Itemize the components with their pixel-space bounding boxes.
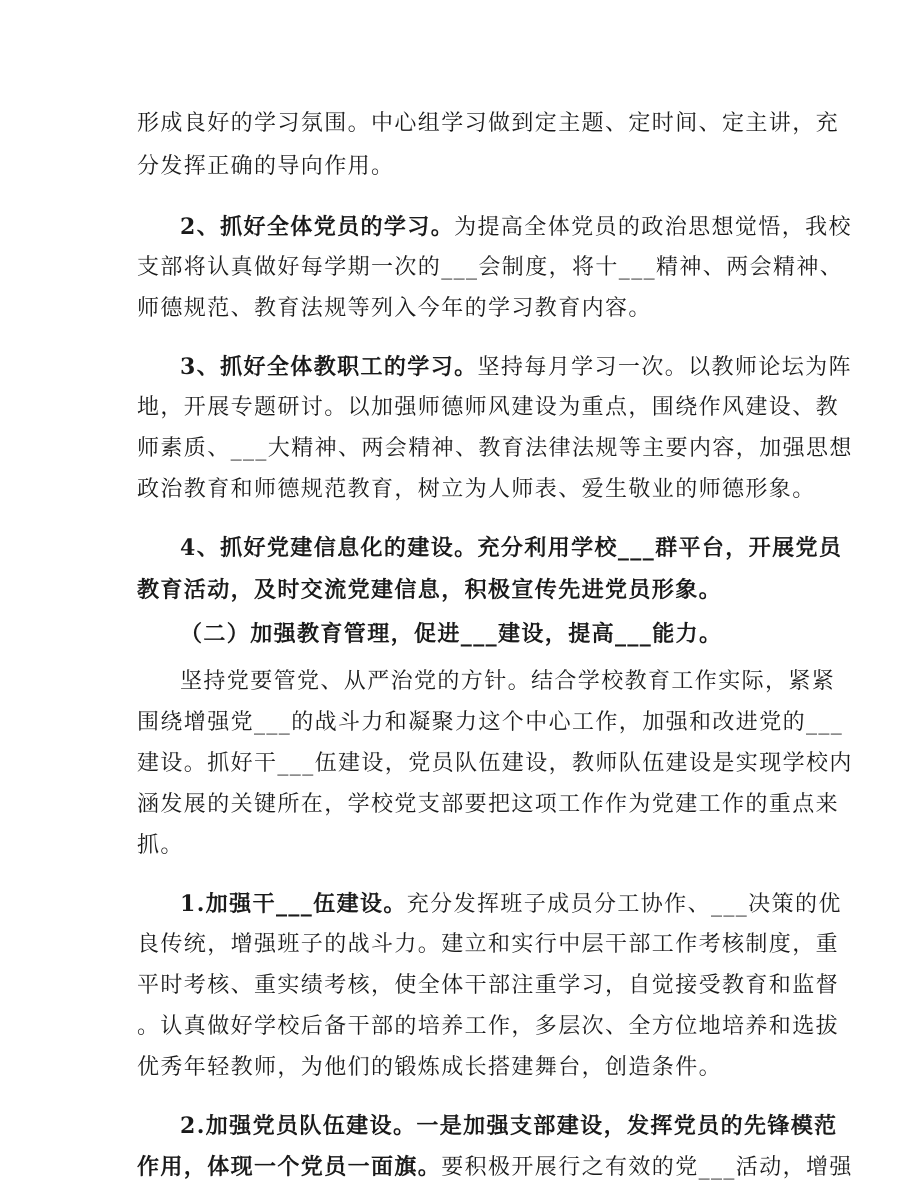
chapter-heading: （二）加强教育管理，促进___建设，提高___能力。	[180, 621, 723, 647]
text-segment: 形成良好的学习氛围。中心组学习做到定主题、定时间、定主讲，充	[137, 111, 840, 136]
text-line	[0, 889, 920, 920]
section-heading: 1.加强干___伍建设。	[180, 891, 407, 917]
text-line	[0, 667, 920, 697]
text-line	[0, 749, 920, 779]
text-line	[0, 152, 920, 182]
text-line	[0, 971, 920, 1001]
section-heading: 4、抓好党建信息化的建设。充分利用学校___群平台，开展党员	[180, 535, 843, 561]
text-line	[0, 475, 920, 505]
text-line	[0, 294, 920, 324]
text-segment: 坚持每月学习一次。以教师论坛为阵	[477, 355, 852, 380]
text-segment: 平时考核、重实绩考核，使全体干部注重学习，自觉接受教育和监督	[137, 973, 840, 998]
text-line	[0, 575, 920, 606]
text-line	[0, 1111, 920, 1142]
text-line	[0, 619, 920, 650]
bold-text: 作用，体现一个党员一面旗。	[137, 1154, 442, 1180]
text-line	[0, 253, 920, 283]
text-segment: 良传统，增强班子的战斗力。建立和实行中层干部工作考核制度，重	[137, 932, 840, 957]
text-segment: 建设。抓好干___伍建设，党员队伍建设，教师队伍建设是实现学校内	[137, 751, 853, 776]
text-segment: 师德规范、教育法规等列入今年的学习教育内容。	[137, 296, 652, 321]
text-line	[0, 831, 920, 861]
text-line	[0, 212, 920, 243]
text-segment: 师素质、___大精神、两会精神、教育法律法规等主要内容，加强思想	[137, 436, 853, 461]
text-line	[0, 434, 920, 464]
text-line	[0, 393, 920, 423]
section-heading: 3、抓好全体教职工的学习。	[180, 354, 478, 380]
text-line	[0, 352, 920, 383]
section-heading: 2、抓好全体党员的学习。	[180, 214, 455, 240]
text-segment: 地，开展专题研讨。以加强师德师风建设为重点，围绕作风建设、教	[137, 395, 840, 420]
text-segment: 支部将认真做好每学期一次的___会制度，将十___精神、两会精神、	[137, 255, 844, 280]
text-line	[0, 790, 920, 820]
text-line	[0, 109, 920, 139]
text-segment: 优秀年轻教师，为他们的锻炼成长搭建舞台，创造条件。	[137, 1055, 723, 1080]
text-segment: 政治教育和师德规范教育，树立为人师表、爱生敬业的师德形象。	[137, 477, 816, 502]
text-segment: 为提高全体党员的政治思想觉悟，我校	[454, 215, 852, 240]
text-segment: 。认真做好学校后备干部的培养工作，多层次、全方位地培养和选拔	[137, 1014, 840, 1039]
text-segment: 坚持党要管党、从严治党的方针。结合学校教育工作实际，紧紧	[180, 669, 836, 694]
text-segment: 涵发展的关键所在，学校党支部要把这项工作作为党建工作的重点来	[137, 792, 840, 817]
section-heading: 2.加强党员队伍建设。一是加强支部建设，发挥党员的先锋模范	[180, 1113, 838, 1139]
text-line	[0, 533, 920, 564]
text-line	[0, 1012, 920, 1042]
text-segment: 围绕增强党___的战斗力和凝聚力这个中心工作，加强和改进党的___	[137, 710, 844, 735]
text-line	[0, 1152, 920, 1183]
text-line	[0, 930, 920, 960]
text-segment: 要积极开展行之有效的党___活动，增强	[441, 1155, 853, 1180]
text-line	[0, 1053, 920, 1083]
text-segment: 抓。	[137, 833, 184, 858]
text-segment: 分发挥正确的导向作用。	[137, 154, 395, 179]
text-segment: 充分发挥班子成员分工协作、___决策的优	[406, 892, 842, 917]
text-line	[0, 708, 920, 738]
bold-text: 教育活动，及时交流党建信息，积极宣传先进党员形象。	[137, 577, 723, 603]
